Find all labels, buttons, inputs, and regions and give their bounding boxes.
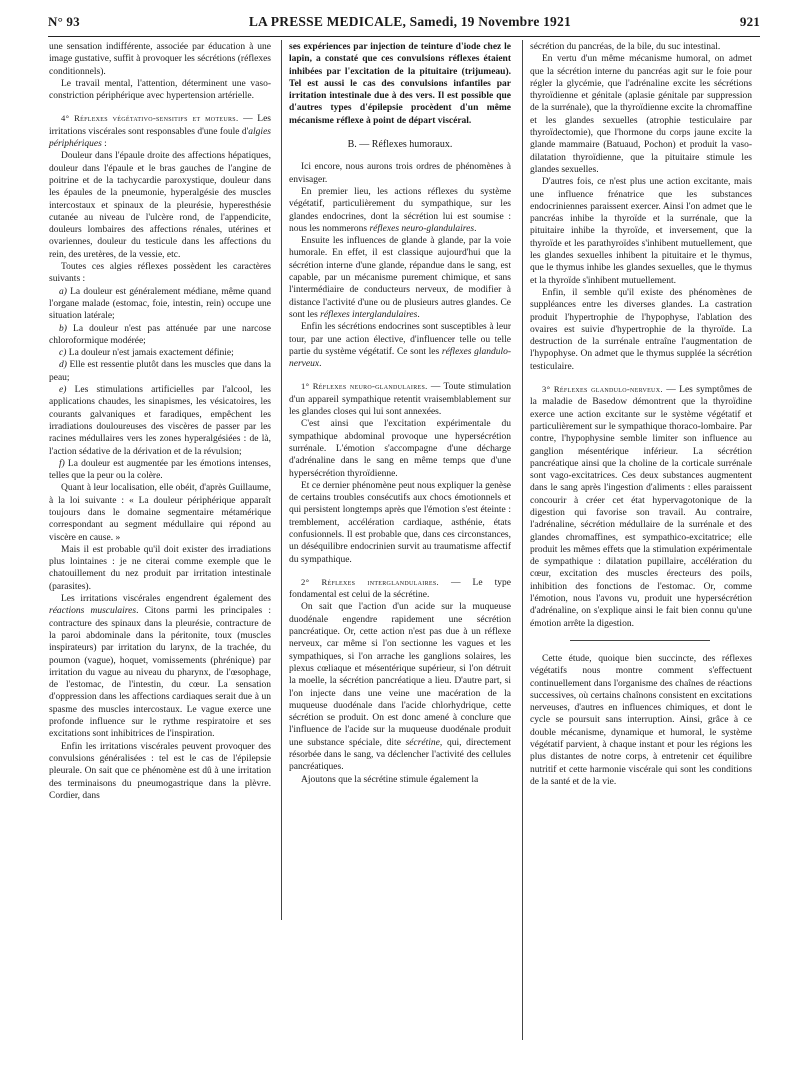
section-4-paragraph <box>49 112 271 150</box>
list-item <box>49 323 271 348</box>
paragraph: sécrétion du pancréas, de la bile, du suc intestinal. <box>530 42 721 52</box>
text-run: La douleur est augmentée par les émotions intenses, telles que la peur ou la colère. <box>49 458 271 482</box>
paragraph: D'autres fois, ce n'est plus une action excitante, mais une influence frénatrice que les substances endocriniennes paraissent exercer. Ainsi l'on admet que le pancréas inhibe la thyroïde et la surrénale, que la pituitaire inhibe la thyroïde, et inversement, que la thyroïde et les parathyroïdes s'inhibent mutuellement, que les glandes sexuelles inhibent la pituitaire et le thymus, que le thymus inhibe les glandes sexuelles, que le thymus et la thyroïde s'inhibent mutuellement. <box>530 177 752 286</box>
list-item <box>49 384 271 458</box>
text-run: — Le type fondamental est celui de la sécrétine. <box>289 577 511 601</box>
paragraph: Enfin, il semble qu'il existe des phénomènes de suppléances entre les diverses glandes. La castration produit l'hypertrophie de l'hypophyse, l'ablation des ovaires est suivie d'hypertrophie de la thyroïde. La destruction de la surrénale entraîne l'augmentation de l'hypophyse. On admet que le thymus supplée la sécrétion testiculaire. <box>530 287 752 372</box>
paragraph: une sensation indifférente, associée par éducation à une image gustative, suffit à provoquer les sécrétions (réflexes conditionnels). <box>49 42 271 77</box>
paragraph: Ajoutons que la sécrétine stimule également la <box>301 774 479 785</box>
text-run: La douleur n'est pas atténuée par une narcose chloroformique modérée; <box>49 323 271 346</box>
text-run: — Les irritations viscérales sont responsables d'une foule d' <box>49 114 272 137</box>
italic-term: réflexes glandulo-nerveux <box>289 346 512 370</box>
text-run: Elle est ressentie plutôt dans les muscles que dans la peau; <box>49 360 271 383</box>
section-title-b: B. — Réflexes humoraux. <box>347 139 453 151</box>
section-3-paragraph <box>530 383 752 630</box>
section-heading: 3° Réflexes glandulo-nerveux. <box>542 384 663 395</box>
list-item <box>49 347 271 359</box>
page-header <box>48 14 760 34</box>
paragraph: Enfin les irritations viscérales peuvent provoquer des convulsions généralisées : tel est le cas de l'épilepsie pleurale. On sait que ce phénomène est dû à une irritation des terminaisons du pneumogastrique dans la plèvre. Cordier, dans <box>49 741 271 801</box>
section-2-paragraph <box>289 576 511 602</box>
text-run: — Toute stimulation d'un appareil sympathique retentit vraisemblablement sur les glandes closes qui lui sont annexées. <box>289 382 511 418</box>
list-marker: f) <box>59 458 65 469</box>
issue-number: N° 93 <box>48 14 80 29</box>
paragraph: Mais il est probable qu'il doit exister des irradiations plus lointaines : je ne citerai comme exemple que le chatouillement du nez produit par irritation intestinale (parasites). <box>49 544 271 592</box>
column-divider-2 <box>522 40 523 1040</box>
paragraph: Quant à leur localisation, elle obéit, d'après Guillaume, à la loi suivante : « La douleur périphérique apparaît toujours dans le domaine segmentaire métamérique correspondant au segment médullaire qui répond au viscère en cause. » <box>49 483 271 543</box>
text-run: La douleur n'est jamais exactement définie; <box>66 348 234 359</box>
text-run: , qui, directement résorbée dans le sang, va déclencher l'activité des cellules pancréatiques. <box>289 737 511 773</box>
text-run: Les irritations viscérales engendrent également des <box>61 594 271 605</box>
list-marker: a) <box>59 286 67 297</box>
section-1-paragraph <box>289 380 511 418</box>
column-2 <box>289 41 511 786</box>
text-run: En premier lieu, les actions réflexes du système végétatif, particulièrement du sympathique, sur les glandes endocrines, dont la sécrétion lui est soumise : nous les nommerons <box>289 186 511 234</box>
paragraph <box>289 235 511 321</box>
paragraph: Toutes ces algies réflexes possèdent les caractères suivants : <box>49 262 271 285</box>
italic-term: réflexes interglandulaires <box>320 309 418 320</box>
paragraph: Et ce dernier phénomène peut nous expliquer la genèse de certains troubles consécutifs aux chocs émotionnels et qui persistent longtemps après que l'émotion s'est éteinte : tremblement, accélération cardiaque, asthénie, états confusionnels. Il est probable que, dans ces circonstances, un déséquilibre endocrinien survit au traumatisme affectif du sympathique. <box>289 480 511 565</box>
text-run: Les stimulations artificielles par l'alcool, les applications chaudes, les sinapismes, les vésicatoires, les courants galvaniques et faradiques, empêchent les irradiations douloureuses des viscères de passer par les racines médullaires vers les zones hyperalgésiées : de là, l'action sédative de la dérivation et de la révulsion; <box>49 385 271 457</box>
page-number: 921 <box>739 14 760 29</box>
paragraph: ses expériences par injection de teinture d'iode chez le lapin, a constaté que ces convulsions réflexes étaient inhibées par l'excitation de la pituitaire (trijumeau). Tel est aussi le cas des convulsions infantiles par irritation intestinale due à des vers. Il est possible que d'autres types d'épilepsie procèdent d'un même mécanisme réflexe à point de départ viscéral. <box>289 42 511 126</box>
text-run: . Citons parmi les principales : contracture des spinaux dans la pleurésie, contracture de la paroi abdominale dans la péritonite, toux (muscles inspirateurs) par irritation du larynx, de la trachée, du poumon (vague), hoquet, vomissements (phrénique) par irritation du vague au niveau du pharynx, de l'œsophage, de l'estomac, de l'intestin, du cœur. La sensation d'oppression dans les affections cardiaques serait due à un spasme des muscles intercostaux. Le vague exerce une profonde influence sur le rythme respiratoire et ses excitations sont inhibitrices de l'inspiration. <box>49 606 271 740</box>
italic-term: réflexes neuro-glandulaires <box>369 223 475 234</box>
paragraph <box>289 321 511 370</box>
header-rule <box>48 36 760 37</box>
section-heading: 2° Réflexes interglandulaires. <box>301 576 439 587</box>
section-heading: 1° Réflexes neuro-glandulaires. <box>301 381 428 392</box>
journal-title: LA PRESSE MEDICALE, Samedi, 19 Novembre 1921 <box>248 14 571 29</box>
text-run: Ensuite les influences de glande à glande, par la voie humorale. En effet, il est classique aujourd'hui que la sécrétion interne d'une glande, répandue dans le sang, est capable, par un mécanisme purement chimique, et sans l'intermédiaire de conducteurs nerveux, de modifier à distance l'activité d'une ou de plusieurs autres glandes. Ce sont les <box>289 236 511 320</box>
paragraph: Ici encore, nous aurons trois ordres de phénomènes à envisager. <box>289 162 511 185</box>
text-run: La douleur est généralement médiane, même quand l'organe malade (estomac, foie, intestin, rein) occupe une situation latérale; <box>49 286 271 322</box>
column-1 <box>49 41 271 802</box>
list-marker: d) <box>59 360 67 371</box>
column-3 <box>530 41 752 788</box>
paragraph <box>289 186 511 235</box>
section-end-rule <box>570 640 710 641</box>
italic-term: sécrétine <box>405 737 440 748</box>
italic-term: réactions musculaires <box>49 606 137 617</box>
list-item <box>49 458 271 483</box>
section-heading: 4° Réflexes végétativo-sensitifs et moteurs. <box>61 113 239 124</box>
list-marker: e) <box>59 385 67 396</box>
paragraph: C'est ainsi que l'excitation expérimentale du sympathique abdominal provoque une hypersécrétion surrénale. L'émotion s'accompagne d'une décharge d'adrénaline dans le sang en même temps que d'une hypersécrétion thyroïdienne. <box>289 419 511 479</box>
paragraph <box>49 593 271 741</box>
text-run: . <box>474 223 477 234</box>
paragraph <box>289 601 511 773</box>
paragraph: Douleur dans l'épaule droite des affections hépatiques, douleur dans l'épaule et le bras gauches de l'angine de poitrine et de la tachycardie paroxystique, douleur dans les épaules de la pneumonie, hyperalgésie des muscles intercostaux et spinaux de la pleurésie, hyperesthésie cutanée au niveau de l'ulcère rond, de l'appendicite, douleurs lombaires des affections rénales, utérines et ovariennes, douleur du testicule dans les affections du rein, des uretères, de la vessie, etc. <box>49 151 271 260</box>
text-run: — Les symptômes de la maladie de Basedow démontrent que la thyroïdine exerce une action excitante sur le système végétatif et particulièrement sur le sympathique thoraco-lombaire. Par contre, l'hypophysine semble limiter son influence au ganglion mésentérique inférieur. La sécrétion pancréatique ainsi que la choline de la corticale surrénale sont vago-excitatrices. Ces deux substances augmentent dans le sang après l'ingestion d'aliments : elles paraissent concourir à créer cet état hypervagotonique de la digestion qui favorise son travail. Au contraire, l'adrénaline, sécrétion médullaire de la surrénale et des glandes chromaffines, est sympathico-excitatrice; elle produit les mêmes effets que la stimulation expérimentale de sympathique : dilatation pupillaire, accélération du cœur, excitation des muscles érecteurs des poils, inhibition des fonctions de l'estomac. Or, comme l'émotion, nous l'avons vu, produit une hypersécrétion d'adrénaline, on s'explique ainsi le fait bien connu qu'une émotion arrête la digestion. <box>530 385 752 629</box>
text-run: . <box>319 359 322 370</box>
list-item <box>49 359 271 384</box>
text-run: . <box>417 309 420 320</box>
list-marker: b) <box>59 323 67 334</box>
list-item <box>49 286 271 323</box>
text-run: On sait que l'action d'un acide sur la muqueuse duodénale engendre rapidement une sécrétion pancréatique. Or, cette action n'est pas due à un réflexe nerveux, car même si l'on sectionne les vagues et les sympathiques, si l'on arrache les ganglions solaires, les plexus cœliaque et mésentérique supérieur, si l'on détruit la moelle, la sécrétion pancréatique a lieu. D'autre part, si l'on injecte dans une veine une macération de la muqueuse duodénale dans l'acide chlorhydrique, cette sécrétion se produit. On est donc amené à conclure que l'influence de l'acide sur la muqueuse duodénale produit une substance spéciale, dite <box>289 602 511 748</box>
text-run: Enfin les sécrétions endocrines sont susceptibles à leur tour, par une action élective, d'influencer telle ou telle partie du système végétatif. Ce sont les <box>289 322 511 357</box>
column-divider-1 <box>281 40 282 920</box>
italic-term: algies périphériques <box>49 126 271 150</box>
list-marker: c) <box>59 348 67 359</box>
paragraph: En vertu d'un même mécanisme humoral, on admet que la sécrétion interne du pancréas agit sur le foie pour régler la glycémie, que l'adrénaline excite les sécrétions thyroïdienne et génitale (aplasie génitale par suppression de la surrénale), que la thyroïdienne excite la chromaffine et les glandes sexuelles (atrophie testiculaire par thyroïdectomie), que l'hormone du corps jaune excite la glande mammaire (Batuaud, Pochon) et produit la vaso-dilatation thyroïdienne, que la pituitaire stimule les glandes sexuelles. <box>530 54 752 175</box>
text-run: : <box>101 139 107 150</box>
conclusion-paragraph: Cette étude, quoique bien succincte, des réflexes végétatifs nous montre comment s'effectuent continuellement dans l'organisme des chaînes de réactions successives, où certains chaînons consistent en excitations nerveuses, d'autres en influences chimiques, et dont le cycle se poursuit sans interruption. Ainsi, grâce à ce double mécanisme, dynamique et humoral, le système végétatif parvient, à chaque instant et pour les régions les plus distantes de notre corps, à entretenir cet équilibre nutritif et cette harmonie viscérale qui sont les conditions de la santé et de la vie. <box>530 653 752 787</box>
paragraph: Le travail mental, l'attention, déterminent une vaso-constriction périphérique avec hypertension artérielle. <box>49 78 271 102</box>
